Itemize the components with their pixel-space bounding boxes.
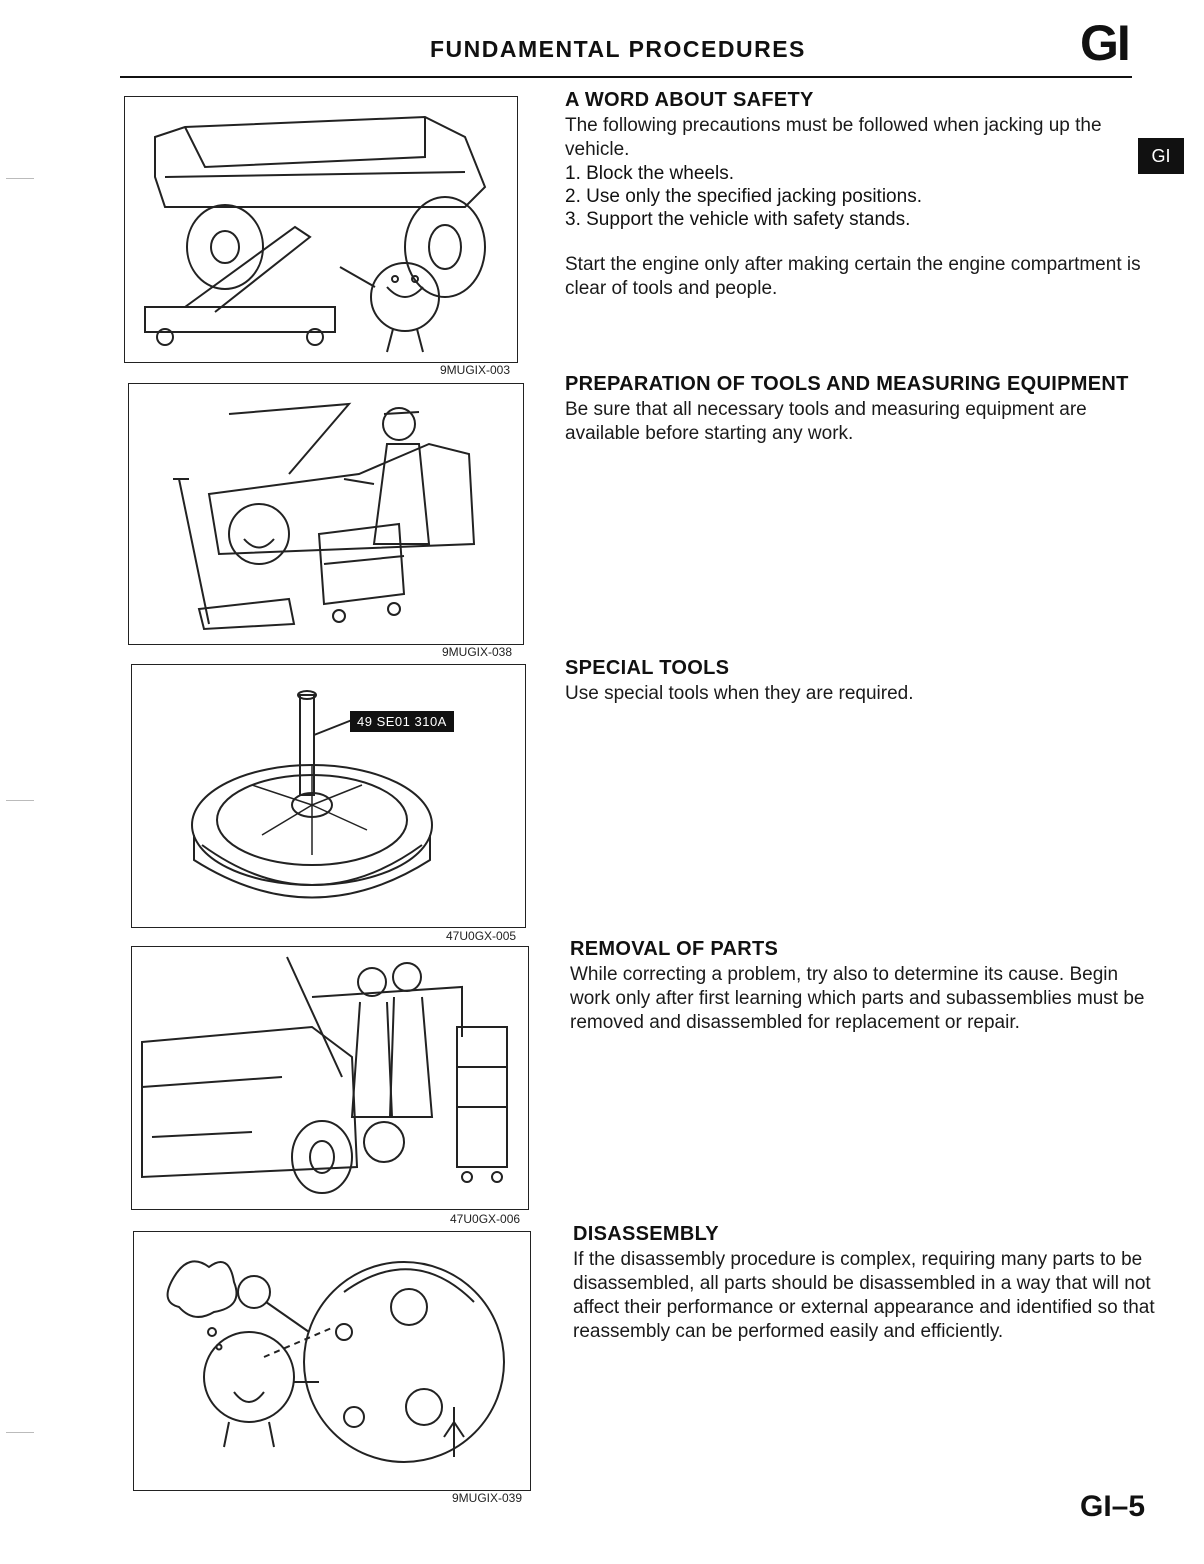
safety-note: Start the engine only after making certain the engine compartment is clear of tools and people. (565, 254, 1141, 299)
tool-number-label: 49 SE01 310A (350, 711, 454, 732)
list-item: 1. Block the wheels. (565, 163, 734, 184)
section-safety (565, 88, 1150, 301)
figure-code: 9MUGIX-038 (442, 645, 513, 659)
heading-preparation: PREPARATION OF TOOLS AND MEASURING EQUIPMENT (565, 373, 1129, 395)
list-item: 2. Use only the specified jacking positions. (565, 186, 922, 207)
margin-mark (6, 178, 34, 179)
heading-special-tools: SPECIAL TOOLS (565, 657, 730, 679)
figure-special-tool (131, 664, 526, 928)
figure-code: 9MUGIX-003 (440, 363, 511, 377)
figure-removal-of-parts (131, 946, 529, 1210)
disassembly-illustration (134, 1232, 530, 1490)
section-removal (570, 937, 1155, 1035)
margin-mark (6, 1432, 34, 1433)
heading-removal: REMOVAL OF PARTS (570, 938, 779, 960)
section-tab-gi[interactable]: GI (1138, 138, 1184, 174)
tool-preparation-illustration (129, 384, 523, 644)
figure-code: 9MUGIX-039 (452, 1491, 523, 1505)
figure-jacking-vehicle (124, 96, 518, 363)
safety-list (565, 162, 1150, 231)
jacking-illustration (125, 97, 517, 362)
header-rule (120, 76, 1132, 78)
removal-body: While correcting a problem, try also to determine its cause. Begin work only after first learning which parts and subassemblies must be removed and disassembled for replacement or repair. (570, 964, 1145, 1033)
section-code: GI (1080, 15, 1129, 71)
margin-mark (6, 800, 34, 801)
special-tool-illustration (132, 665, 525, 927)
page-title: FUNDAMENTAL PROCEDURES (430, 36, 806, 62)
page-number: GI–5 (1080, 1490, 1146, 1523)
section-preparation (565, 372, 1150, 446)
preparation-body: Be sure that all necessary tools and measuring equipment are available before starting any work. (565, 399, 1087, 444)
special-tools-body: Use special tools when they are required. (565, 683, 914, 704)
safety-intro: The following precautions must be followed when jacking up the vehicle. (565, 115, 1102, 160)
figure-code: 47U0GX-006 (450, 1212, 521, 1226)
section-special-tools (565, 656, 1150, 706)
list-item: 3. Support the vehicle with safety stands. (565, 209, 911, 230)
heading-disassembly: DISASSEMBLY (573, 1223, 719, 1245)
figure-code: 47U0GX-005 (446, 929, 517, 943)
heading-safety: A WORD ABOUT SAFETY (565, 89, 814, 111)
figure-tool-preparation (128, 383, 524, 645)
removal-illustration (132, 947, 528, 1209)
figure-disassembly (133, 1231, 531, 1491)
disassembly-body: If the disassembly procedure is complex, requiring many parts to be disassembled, all parts should be disassembled in a way that will not affect their performance or external appearance and identified so that reassembly can be performed easily and efficiently. (573, 1249, 1155, 1342)
section-disassembly (573, 1222, 1158, 1344)
